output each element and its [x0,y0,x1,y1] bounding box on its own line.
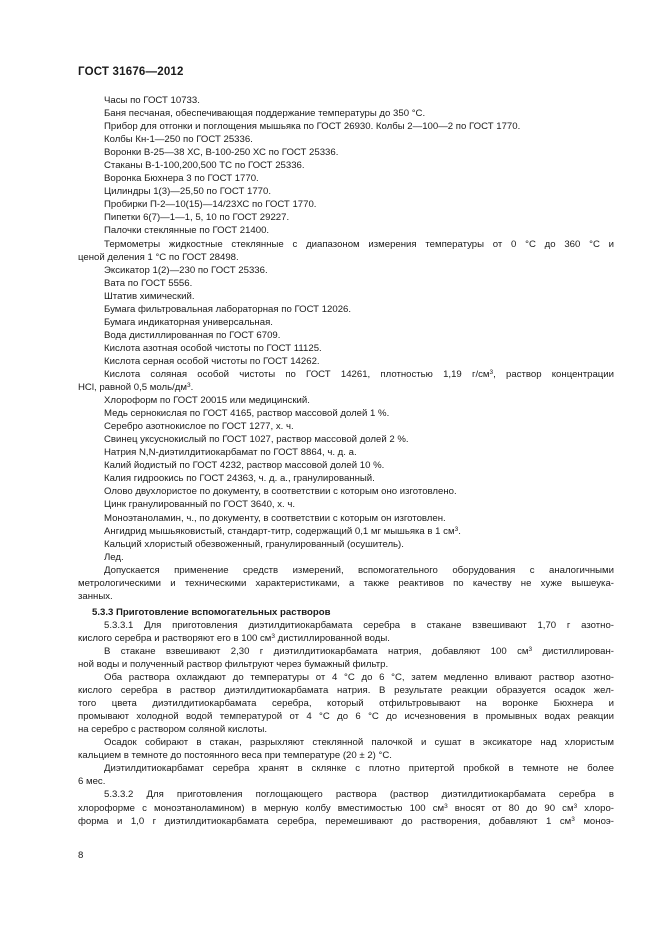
list-item: Часы по ГОСТ 10733. [104,95,200,106]
p3-line3: того цвета диэтилдитиокарбамата серебра, который отфильтровывают на воронке Бюхнера и [78,698,614,710]
superscript: 3 [444,802,448,810]
list-item: Воронка Бюхнера 3 по ГОСТ 1770. [104,173,259,185]
list-item: Калия гидроокись по ГОСТ 24363, ч. д. а., гранулированный. [104,473,375,485]
list-item: Кислота серная особой чистоты по ГОСТ 14262. [104,355,320,367]
list-item: Цинк гранулированный по ГОСТ 3640, х. ч. [104,499,296,511]
hcl-line1 [90,368,614,381]
p1-line1: 5.3.3.1 Для приготовления диэтилдитиокарбамата серебра в стакане взвешивают 1,70 г азотно- [104,619,614,631]
superscript: 3 [528,645,533,653]
p1-text-end: дистиллированной воды. [274,632,390,644]
list-item: Олово двухлористое по документу, в соответствии с которым оно изготовлено. [104,486,457,498]
list-item: Свинец уксуснокислый по ГОСТ 1027, раствор массовой долей 2 %. [104,434,409,446]
superscript: 3 [571,815,575,823]
superscript: 3 [186,382,191,390]
list-item: Кислота азотная особой чистоты по ГОСТ 11125. [104,342,322,354]
list-item: Медь сернокислая по ГОСТ 4165, раствор массовой долей 1 %. [104,408,390,420]
p4-line2: кальцием в темноте до постоянного веса при температуре (20 ± 2) °С. [78,750,392,762]
p6-text-end: хлоро- [577,802,614,814]
p6-line1: 5.3.3.2 Для приготовления поглощающего раствора (раствор диэтилдитиокарбамата серебра в [104,789,614,801]
thermometers-line1: Термометры жидкостные стеклянные с диапазоном измерения температуры от 0 °С до 360 °С и [104,238,614,250]
p6-line3 [78,815,614,828]
p2-line1 [90,645,614,658]
superscript: 3 [454,525,459,533]
list-item: Серебро азотнокислое по ГОСТ 1277, х. ч. [104,421,294,433]
section-heading: 5.3.3 Приготовление вспомогательных растворов [92,606,331,618]
list-item: Стаканы В-1-100,200,500 ТС по ГОСТ 25336. [104,160,305,172]
anhydride-end: . [458,525,461,537]
p5-line2: 6 мес. [78,776,106,788]
list-item: Калий йодистый по ГОСТ 4232, раствор массовой долей 10 %. [104,460,385,472]
list-item: Колбы Кн-1—250 по ГОСТ 25336. [104,134,253,146]
list-item: Баня песчаная, обеспечивающая поддержание температуры до 350 °С. [104,108,426,120]
page-content [78,94,614,828]
p2-text: В стакане взвешивают 2,30 г диэтилдитиокарбамата натрия, добавляют 100 см [104,645,529,657]
p5-line1: Диэтилдитиокарбамат серебра хранят в склянке с плотно притертой пробкой в темноте не более [104,763,614,775]
p3-line5: на серебро с раствором соляной кислоты. [78,724,268,736]
list-item: Натрия N,N-диэтилдитиокарбамат по ГОСТ 8864, ч. д. а. [104,447,357,459]
page-header: ГОСТ 31676—2012 [78,66,184,78]
list-item: Вата по ГОСТ 5556. [104,277,193,289]
page-number: 8 [78,850,84,861]
anhydride-line [90,525,614,538]
hcl-line2 [78,381,614,394]
list-item: Эксикатор 1(2)—230 по ГОСТ 25336. [104,264,268,276]
allowed-line2: метрологическими и техническими характеристиками, а также реактивов по качеству не хуже вышеука- [78,577,614,589]
p6-text3-end: моноэ- [574,815,614,827]
p6-text3: форма и 1,0 г диэтилдитиокарбамата серебра, перемешивают до растворения, добавляют 1 см [78,815,572,827]
allowed-line1: Допускается применение средств измерений, вспомогательного оборудования с аналогичными [104,564,614,576]
p2-line2: ной воды и полученный раствор фильтруют через бумажный фильтр. [78,659,389,671]
p4-line1: Осадок собирают в стакан, разрыхляют стеклянной палочкой и сушат в эксикаторе над хлористым [104,737,614,749]
p6-text: хлороформе с моноэтаноламином) в мерную колбу вместимостью 100 см [78,802,445,814]
hcl-text2-end: . [190,382,194,394]
p1-line2 [78,632,614,645]
list-item: Палочки стеклянные по ГОСТ 21400. [104,225,270,237]
p3-line2: кислого серебра в раствор диэтилдитиокарбамата натрия. В результате реакции образуется осадок жел- [78,685,614,697]
list-item: Вода дистиллированная по ГОСТ 6709. [104,329,281,341]
p6-line2 [78,802,614,815]
list-item: Цилиндры 1(3)—25,50 по ГОСТ 1770. [104,186,271,198]
list-item: Кальций хлористый обезвоженный, гранулированный (осушитель). [104,538,404,550]
superscript: 3 [573,802,578,810]
anhydride-text: Ангидрид мышьяковистый, стандарт-титр, содержащий 0,1 мг мышьяка в 1 см [104,525,455,537]
p3-line4: промывают холодной водой температурой от 4 °С до 6 °С до исчезновения в промывных водах реакции [78,711,614,723]
allowed-line3: занных. [78,590,113,602]
hcl-text-end: , раствор концентрации [493,368,614,380]
list-item: Пипетки 6(7)—1—1, 5, 10 по ГОСТ 29227. [104,212,290,224]
list-item: Хлороформ по ГОСТ 20015 или медицинский. [104,395,310,407]
list-item: Пробирки П-2—10(15)—14/23ХС по ГОСТ 1770. [104,199,317,211]
p3-line1: Оба раствора охлаждают до температуры от 4 °С до 6 °С, затем медленно вливают раствор азотно- [104,672,614,684]
list-item: Прибор для отгонки и поглощения мышьяка по ГОСТ 26930. Колбы 2—100—2 по ГОСТ 1770. [104,121,521,133]
thermometers-line2: ценой деления 1 °С по ГОСТ 28498. [78,251,239,263]
list-item: Бумага фильтровальная лабораторная по ГОСТ 12026. [104,303,352,315]
superscript: 3 [489,368,494,376]
list-item: Штатив химический. [104,290,195,302]
superscript: 3 [271,632,275,640]
list-item: Моноэтаноламин, ч., по документу, в соответствии с которым он изготовлен. [104,512,446,524]
p1-text: кислого серебра и растворяют его в 100 см [78,632,272,644]
p2-text-end: дистиллирован- [532,645,614,657]
list-item: Лед. [104,551,124,563]
list-item: Воронки В-25—38 ХС, В-100-250 ХС по ГОСТ 25336. [104,147,339,159]
hcl-text2: HCl, равной 0,5 моль/дм [78,382,187,394]
list-item: Бумага индикаторная универсальная. [104,316,273,328]
p6-text-mid: вносят от 80 до 90 см [447,802,574,814]
hcl-text: Кислота соляная особой чистоты по ГОСТ 14261, плотностью 1,19 г/см [104,368,490,380]
